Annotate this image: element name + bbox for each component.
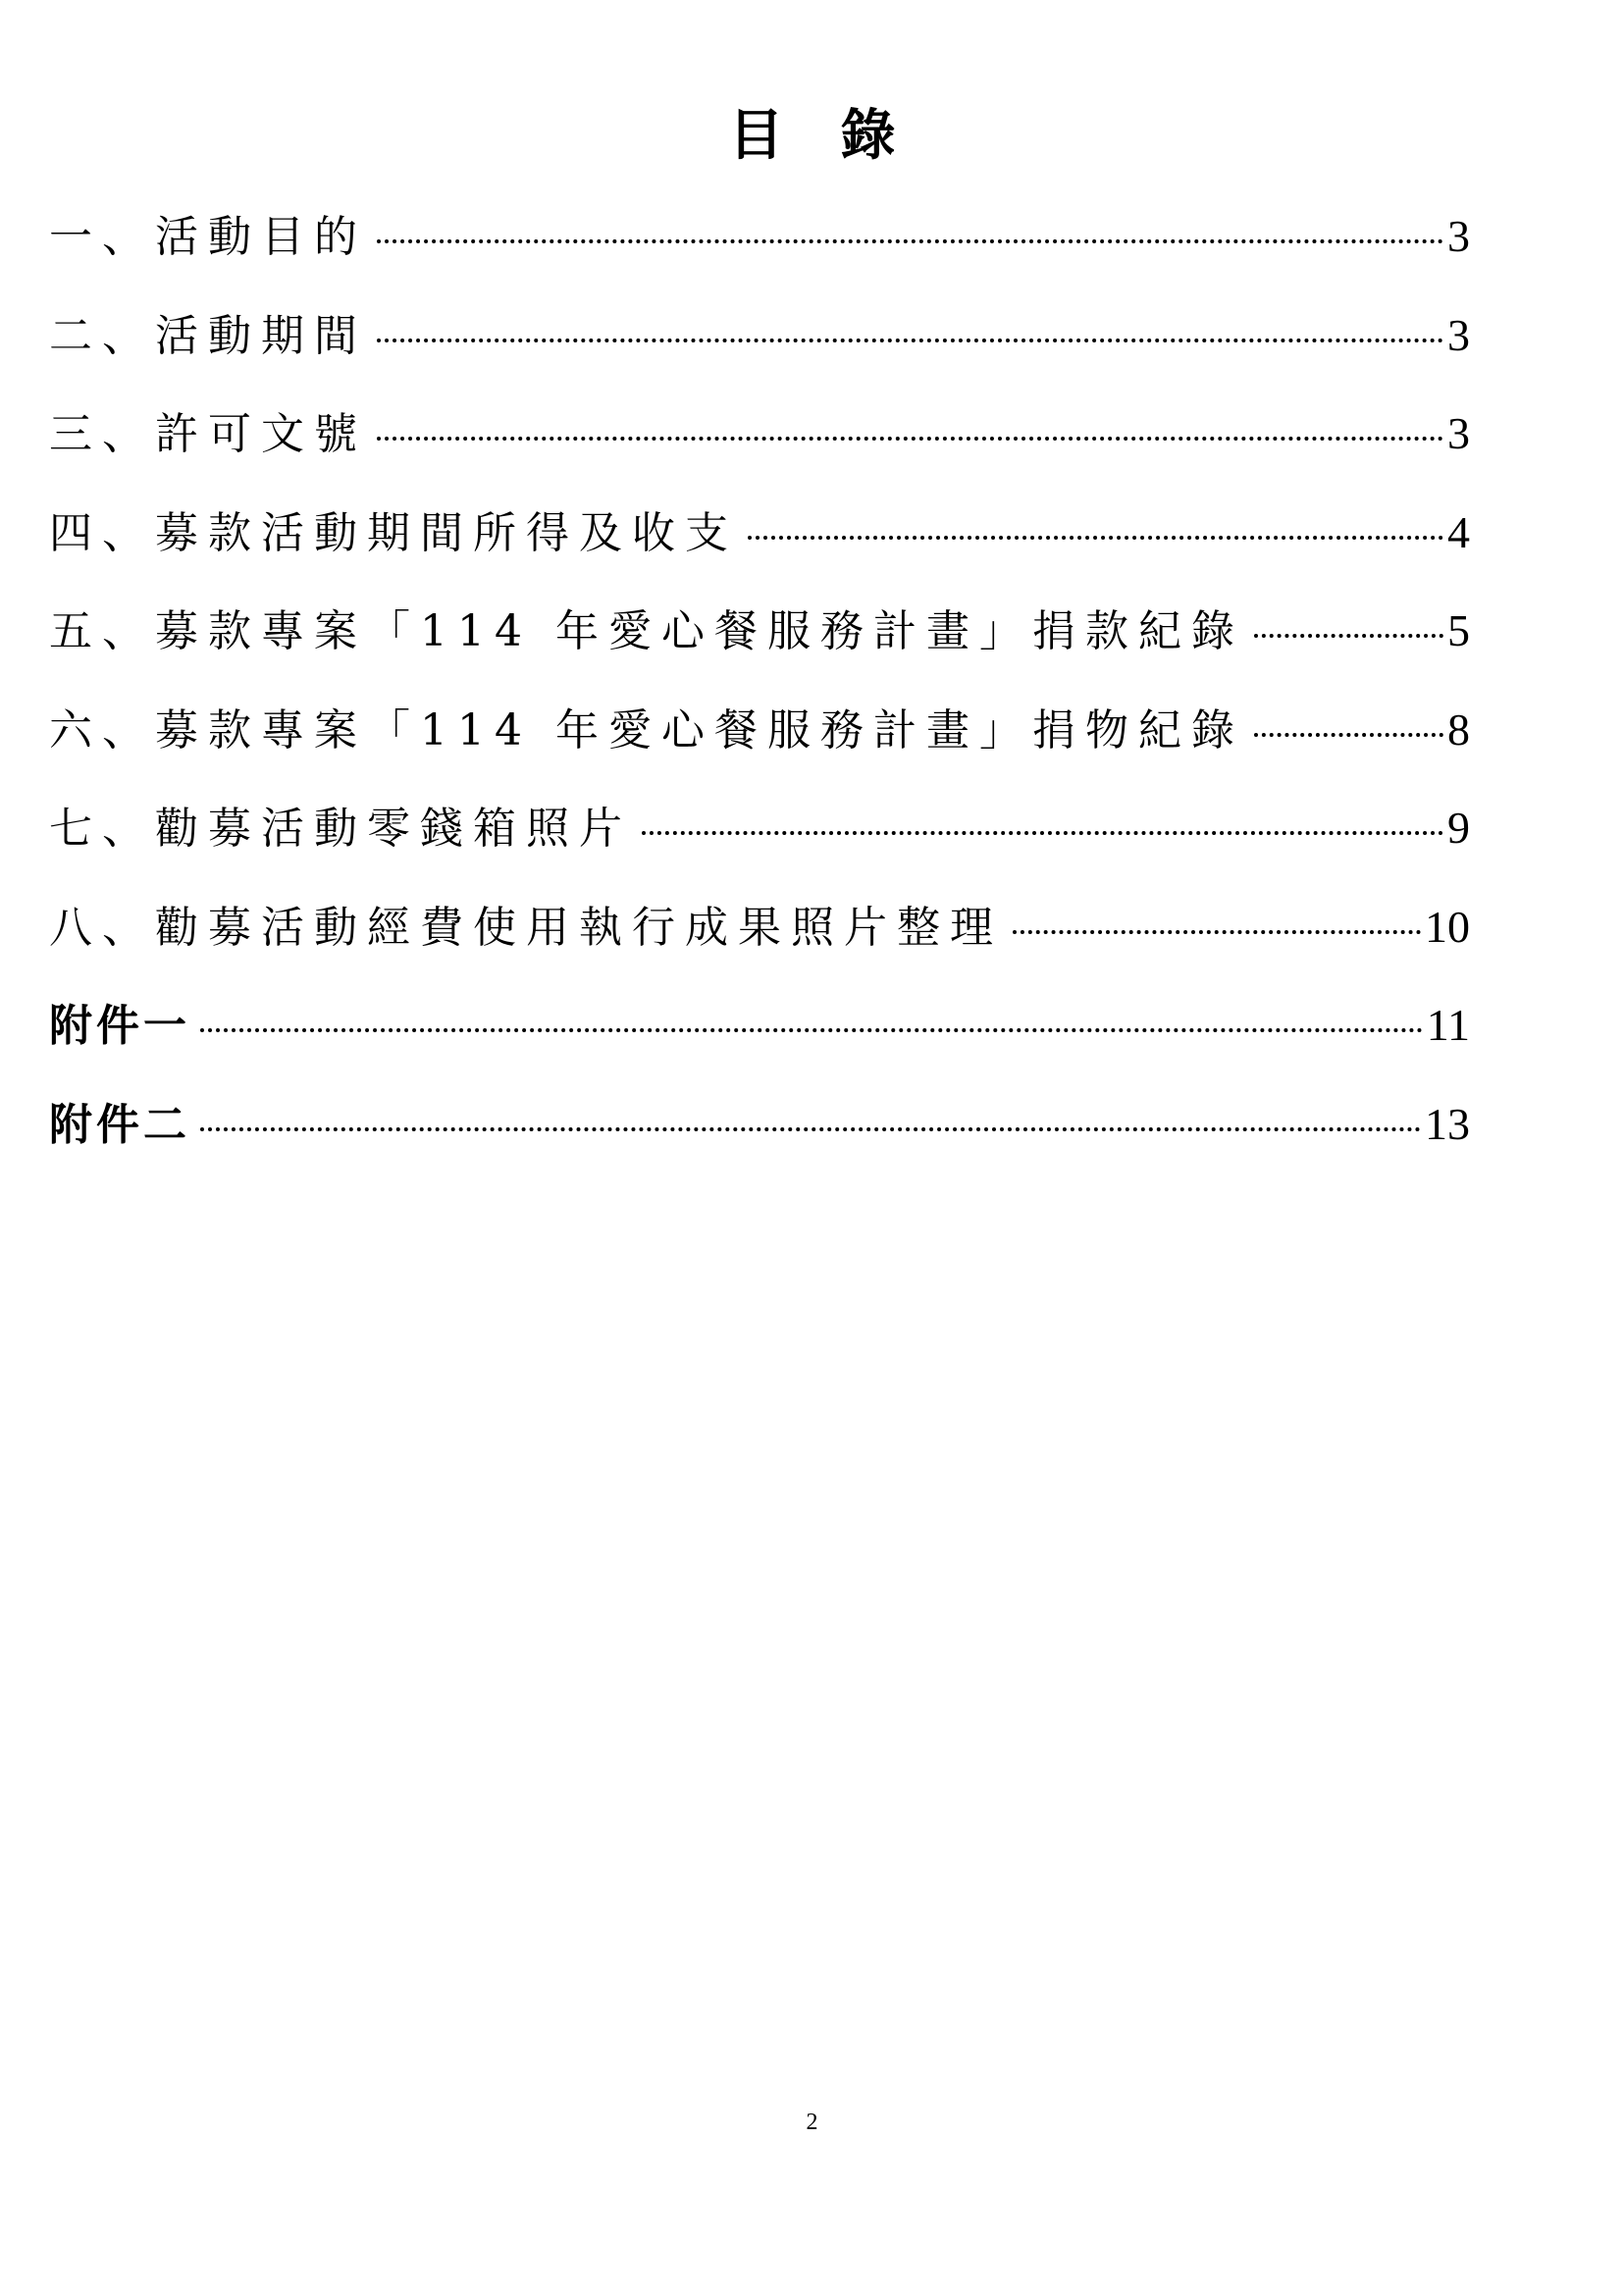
table-of-contents [49, 199, 1470, 1185]
page-title: 目錄 [728, 104, 953, 168]
dot-leader [748, 536, 1443, 540]
toc-entry[interactable] [49, 791, 1470, 890]
toc-entry-page: 5 [1447, 605, 1470, 655]
toc-entry-appendix-1[interactable] [49, 988, 1470, 1087]
toc-entry-label: 一、活動目的 [49, 212, 367, 262]
toc-entry-page: 11 [1426, 1000, 1470, 1050]
dot-leader [377, 437, 1443, 441]
toc-entry-label: 附件一 [49, 1001, 190, 1051]
toc-entry[interactable] [49, 693, 1470, 792]
toc-entry-label: 六、募款專案「114 年愛心餐服務計畫」捐物紀錄 [49, 704, 1244, 756]
dot-leader [200, 1028, 1423, 1032]
toc-entry-page: 4 [1447, 506, 1470, 557]
toc-entry-page: 3 [1447, 408, 1470, 458]
toc-entry-label: 五、募款專案「114 年愛心餐服務計畫」捐款紀錄 [49, 606, 1244, 656]
toc-entry-appendix-2[interactable] [49, 1087, 1470, 1186]
dot-leader [377, 339, 1443, 342]
dot-leader [377, 239, 1443, 243]
toc-entry-label: 四、募款活動期間所得及收支 [49, 507, 738, 558]
toc-entry-page: 10 [1425, 901, 1470, 952]
dot-leader [200, 1127, 1421, 1131]
toc-entry-label: 二、活動期間 [49, 310, 367, 361]
toc-entry-label: 八、勸募活動經費使用執行成果照片整理 [49, 902, 1003, 953]
page-number: 2 [806, 2110, 818, 2135]
toc-entry-page: 8 [1447, 704, 1470, 755]
toc-entry[interactable] [49, 298, 1470, 397]
toc-entry-label: 七、勸募活動零錢箱照片 [49, 804, 632, 854]
dot-leader [1013, 930, 1421, 934]
dot-leader [1254, 634, 1443, 638]
dot-leader [1254, 733, 1443, 737]
dot-leader [642, 831, 1443, 835]
toc-entry-label: 三、許可文號 [49, 409, 367, 459]
toc-entry[interactable] [49, 396, 1470, 495]
toc-entry-page: 3 [1447, 211, 1470, 261]
toc-entry-page: 13 [1425, 1098, 1470, 1149]
toc-entry-label: 附件二 [49, 1099, 190, 1150]
toc-entry[interactable] [49, 890, 1470, 989]
toc-entry[interactable] [49, 495, 1470, 595]
toc-entry[interactable] [49, 594, 1470, 693]
toc-entry[interactable] [49, 199, 1470, 298]
toc-entry-page: 3 [1447, 309, 1470, 360]
toc-entry-page: 9 [1447, 803, 1470, 853]
